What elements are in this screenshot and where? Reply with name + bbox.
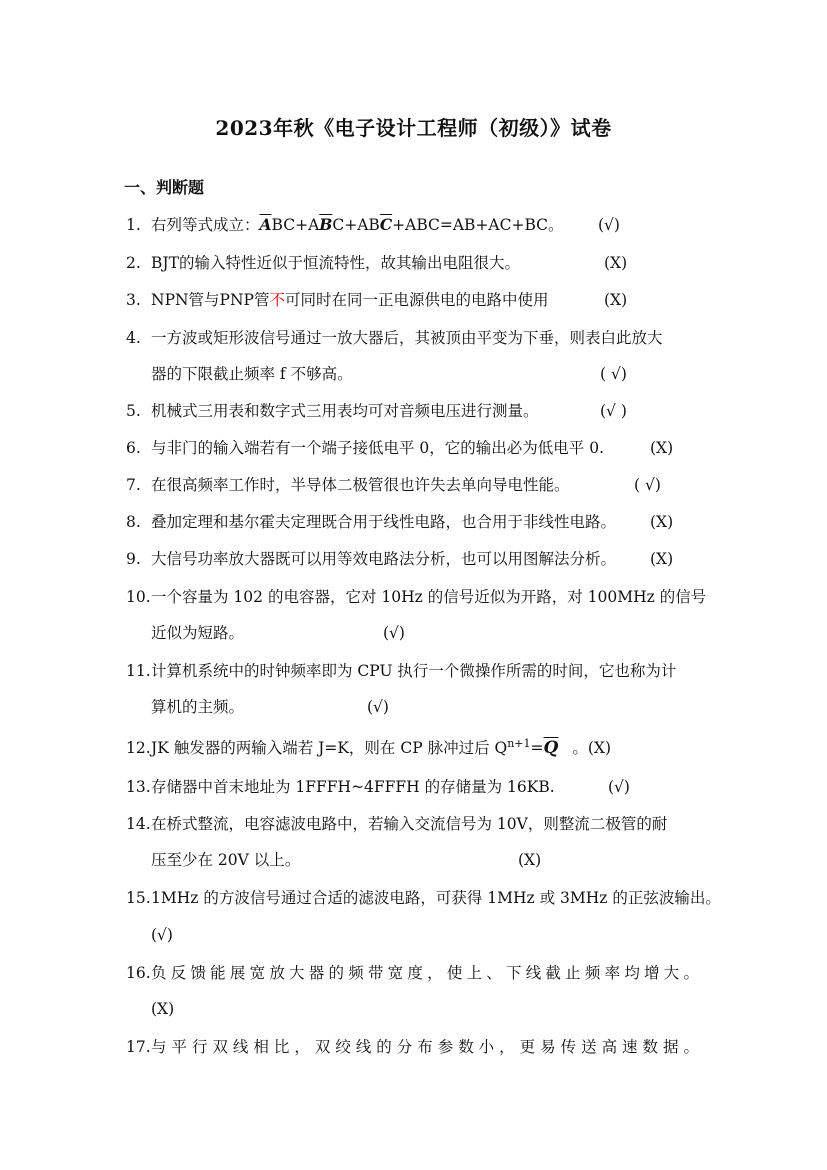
question-text: 大信号功率放大器既可以用等效电路法分析，也可以用图解法分析。 [151,550,617,568]
answer-mark: (X) [650,513,674,531]
question-number: 15. [126,889,151,907]
question-number: 1. [126,216,141,234]
question-text: 存储器中首末地址为 1FFFH~4FFFH 的存储量为 16KB. [151,778,555,796]
answer-mark: ( √) [634,476,661,494]
question-number: 11. [126,662,151,680]
answer-mark: (X) [650,550,674,568]
answer-mark: (X) [650,439,674,457]
question-text: 负反馈能展宽放大器的频带宽度，使上、下线截止频率均增大。 [151,964,699,982]
question-text: 与非门的输入端若有一个端子接低电平 0，它的输出必为低电平 0. [151,439,605,457]
question-number: 17. [126,1038,151,1056]
question-text: JK 触发器的两输入端若 J=K，则在 CP 脉冲过后 $Q^{n+1}=\overline{Q}$ 。(X) [151,737,611,758]
answer-mark: (X) [151,1000,175,1018]
answer-mark: (X) [587,739,611,757]
section-heading: 一、判断题 [124,178,205,197]
question-text: 一个容量为 102 的电容器，它对 10Hz 的信号近似为开路，对 100MHz 的信号 [151,588,707,606]
question-text: 在桥式整流，电容滤波电路中，若输入交流信号为 10V，则整流二极管的耐 [151,815,668,833]
answer-mark: (√ ) [600,402,627,420]
question-text-cont: 器的下限截止频率 f 不够高。 [151,365,353,383]
answer-mark: (X) [518,851,542,869]
question-number: 5. [126,402,141,420]
question-text-cont: 压至少在 20V 以上。 [151,851,301,869]
question-number: 3. [126,291,141,309]
answer-mark: ( √) [600,365,627,383]
answer-mark: (√) [598,216,620,234]
question-number: 13. [126,778,151,796]
question-number: 9. [126,550,141,568]
question-text: 1MHz 的方波信号通过合适的滤波电路，可获得 1MHz 或 3MHz 的正弦波输出。 [151,889,721,907]
question-number: 6. [126,439,141,457]
question-text: 叠加定理和基尔霍夫定理既合用于线性电路，也合用于非线性电路。 [151,513,617,531]
question-number: 16. [126,964,151,982]
question-number: 12. [126,739,151,757]
question-text: 与平行双线相比，双绞线的分布参数小，更易传送高速数据。 [151,1038,699,1056]
question-text-cont: 近似为短路。 [151,624,245,642]
question-number: 8. [126,513,141,531]
question-number: 10. [126,588,151,606]
answer-mark: (X) [604,291,628,309]
answer-mark: (√) [151,926,173,944]
question-number: 14. [126,815,151,833]
question-text-cont: 算机的主频。 [151,698,245,716]
exam-title: 2023年秋《电子设计工程师（初级）》试卷 [215,116,612,140]
question-text: BJT的输入特性近似于恒流特性，故其输出电阻很大。 [151,254,520,272]
question-text: 右列等式成立：$\overline{A}BC+A\overline{B}C+AB\overline{C}+ABC=AB+AC+BC$。 [151,215,564,234]
question-number: 2. [126,254,141,272]
question-number: 4. [126,329,141,347]
question-text: NPN管与PNP管不可同时在同一正电源供电的电路中使用 [151,291,549,309]
answer-mark: (√) [608,778,630,796]
answer-mark: (X) [604,254,628,272]
question-text: 计算机系统中的时钟频率即为 CPU 执行一个微操作所需的时间，它也称为计 [151,662,677,680]
question-text: 一方波或矩形波信号通过一放大器后，其被顶由平变为下垂，则表白此放大 [151,329,663,347]
highlighted-word: 不 [269,291,285,309]
question-text: 在很高频率工作时，半导体二极管很也许失去单向导电性能。 [151,476,570,494]
question-number: 7. [126,476,141,494]
answer-mark: (√) [367,698,389,716]
question-text: 机械式三用表和数字式三用表均可对音频电压进行测量。 [151,402,539,420]
answer-mark: (√) [383,624,405,642]
